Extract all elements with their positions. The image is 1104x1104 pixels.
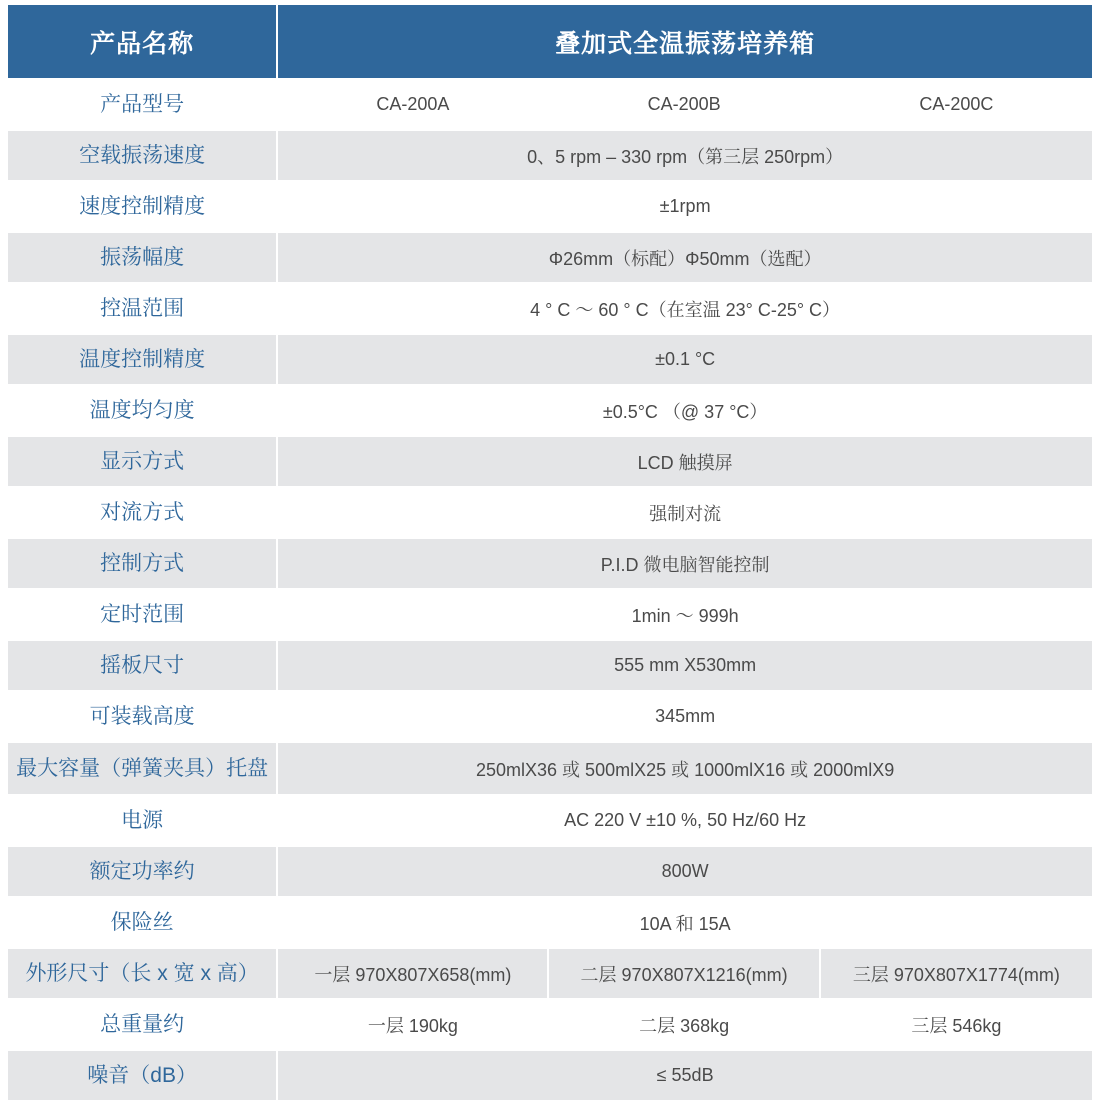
row-value: ±1rpm: [278, 182, 1092, 233]
row-label: 温度控制精度: [8, 335, 278, 386]
table-row: [8, 182, 1092, 233]
table-row: [8, 335, 1092, 386]
table-row: [8, 743, 1092, 796]
table-row: [8, 80, 1092, 131]
dimension-tier1-value: 一层 970X807X658(mm): [278, 949, 549, 1000]
dimension-tier3-value: 三层 970X807X1774(mm): [821, 949, 1092, 1000]
row-value: 0、5 rpm – 330 rpm（第三层 250rpm）: [278, 131, 1092, 182]
row-value: 250mlX36 或 500mlX25 或 1000mlX16 或 2000mlX9: [278, 743, 1092, 796]
table-row: [8, 847, 1092, 898]
weight-tier2-value: 二层 368kg: [549, 1000, 820, 1051]
weight-tier3-value: 三层 546kg: [821, 1000, 1092, 1051]
row-value: 4 ° C ～ 60 ° C（在室温 23° C-25° C）: [278, 284, 1092, 335]
header-product-title: 叠加式全温振荡培养箱: [278, 5, 1092, 80]
table-row: [8, 437, 1092, 488]
row-value: P.I.D 微电脑智能控制: [278, 539, 1092, 590]
row-value: 1min ～ 999h: [278, 590, 1092, 641]
row-value: 555 mm X530mm: [278, 641, 1092, 692]
row-value: Φ26mm（标配）Φ50mm（选配）: [278, 233, 1092, 284]
dimension-tier2-value: 二层 970X807X1216(mm): [549, 949, 820, 1000]
table-row: [8, 233, 1092, 284]
row-label: 温度均匀度: [8, 386, 278, 437]
row-label: 空载振荡速度: [8, 131, 278, 182]
row-label: 控制方式: [8, 539, 278, 590]
table-row: [8, 284, 1092, 335]
row-value: LCD 触摸屏: [278, 437, 1092, 488]
table-row: [8, 131, 1092, 182]
row-label: 显示方式: [8, 437, 278, 488]
table-row: [8, 386, 1092, 437]
row-label: 振荡幅度: [8, 233, 278, 284]
header-product-name: 产品名称: [8, 5, 278, 80]
row-label: 对流方式: [8, 488, 278, 539]
row-label: 电源: [8, 796, 278, 847]
row-value: 800W: [278, 847, 1092, 898]
row-value: ≤ 55dB: [278, 1051, 1092, 1102]
row-label: 定时范围: [8, 590, 278, 641]
row-value: ±0.1 °C: [278, 335, 1092, 386]
row-value: ±0.5°C （@ 37 °C）: [278, 386, 1092, 437]
row-label: 总重量约: [8, 1000, 278, 1051]
table-row: [8, 590, 1092, 641]
row-label: 外形尺寸（长 x 宽 x 高）: [8, 949, 278, 1000]
row-label: 保险丝: [8, 898, 278, 949]
row-label: 额定功率约: [8, 847, 278, 898]
row-label: 噪音（dB）: [8, 1051, 278, 1102]
weight-tier1-value: 一层 190kg: [278, 1000, 549, 1051]
header-row: [8, 5, 1092, 80]
row-label: 摇板尺寸: [8, 641, 278, 692]
table-row: [8, 641, 1092, 692]
table-row: [8, 1051, 1092, 1102]
table-row: [8, 1000, 1092, 1051]
row-value: 345mm: [278, 692, 1092, 743]
table-row: [8, 949, 1092, 1000]
row-value: 强制对流: [278, 488, 1092, 539]
model-c-value: CA-200C: [821, 80, 1092, 131]
model-b-value: CA-200B: [549, 80, 820, 131]
spec-table: [8, 5, 1092, 1102]
row-label: 控温范围: [8, 284, 278, 335]
row-value: AC 220 V ±10 %, 50 Hz/60 Hz: [278, 796, 1092, 847]
row-label: 最大容量（弹簧夹具）托盘: [8, 743, 278, 796]
row-label: 速度控制精度: [8, 182, 278, 233]
table-row: [8, 539, 1092, 590]
row-value: 10A 和 15A: [278, 898, 1092, 949]
table-row: [8, 898, 1092, 949]
row-label: 可装载高度: [8, 692, 278, 743]
table-row: [8, 692, 1092, 743]
model-a-value: CA-200A: [278, 80, 549, 131]
row-label: 产品型号: [8, 80, 278, 131]
table-row: [8, 796, 1092, 847]
table-row: [8, 488, 1092, 539]
